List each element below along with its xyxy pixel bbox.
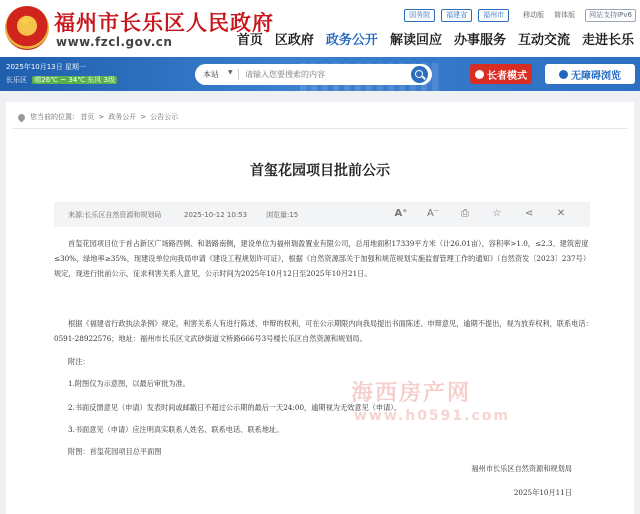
nav-interaction[interactable]: 互动交流 — [517, 33, 570, 48]
watermark-url: www.h0591.com — [354, 408, 510, 424]
article-time: 2025-10-12 10:53 — [184, 211, 248, 219]
note-2: 2.书面反馈意见（申请）发表时间或邮戳日不超过公示期的最后一天24:00，逾期视为无效意见（申请）。 — [68, 403, 402, 412]
nav-about-changle[interactable]: 走进长乐 — [581, 33, 634, 48]
print-icon[interactable]: ⎙ — [461, 208, 469, 219]
share-icon[interactable]: ⋖ — [524, 208, 534, 219]
search-scope-select[interactable]: 本站 — [203, 70, 219, 79]
link-state-council[interactable]: 国务院 — [404, 9, 435, 22]
note-1: 1.附图仅为示意图，以最后审批为准。 — [68, 379, 190, 388]
search-bar — [195, 64, 432, 85]
paragraph-2: 根据《福建省行政执法条例》规定，利害关系人有进行陈述、申辩的权利，可在公示期限内向我局提出书面陈述、申辩意见，逾期不提出，视为放弃权利，联系电话：0591-28922576；地址：福州市长乐区文武砂街道文桥路666号3号楼长乐区自然资源和规划局。 — [54, 319, 593, 343]
top-links — [404, 9, 636, 22]
elder-mode-label: 长者模式 — [487, 70, 527, 82]
elder-mode-button[interactable] — [470, 64, 532, 84]
district-name: 长乐区 — [6, 76, 27, 84]
divider — [12, 128, 628, 129]
breadcrumb-separator: > — [98, 113, 105, 121]
breadcrumb-announcements[interactable]: 公告公示 — [150, 113, 179, 121]
chevron-down-icon[interactable]: ▼ — [228, 69, 233, 76]
watermark-text: 海西房产网 — [351, 381, 472, 406]
note-3: 3.书面意见（申请）应注明真实联系人姓名、联系电话、联系地址。 — [68, 425, 284, 434]
nav-interpretation[interactable]: 解读回应 — [389, 33, 442, 48]
main-nav — [225, 33, 634, 49]
article-source: 来源:长乐区自然资源和规划局 — [68, 211, 162, 219]
close-icon[interactable]: ✕ — [556, 208, 566, 219]
nav-district-gov[interactable]: 区政府 — [274, 33, 314, 48]
national-emblem-icon: ★ — [5, 6, 49, 50]
article-title: 首玺花园项目批前公示 — [250, 163, 390, 179]
nav-services[interactable]: 办事服务 — [453, 33, 506, 48]
nav-home[interactable]: 首页 — [236, 33, 263, 48]
breadcrumb — [18, 112, 178, 122]
banner — [0, 57, 640, 91]
accessibility-label: 无障碍浏览 — [571, 70, 621, 82]
location-pin-icon — [17, 112, 27, 122]
signature-date: 2025年10月11日 — [513, 488, 572, 497]
weather-text: 晴26℃ ~ 34℃ 东风 3级 — [34, 76, 115, 84]
accessibility-icon — [559, 70, 568, 79]
simplified-chinese-link[interactable]: 简体版 — [554, 11, 576, 19]
weather-info — [6, 75, 117, 85]
search-icon[interactable] — [411, 66, 428, 83]
site-header — [0, 0, 640, 57]
article-views: 浏览量:15 — [266, 211, 299, 219]
nav-gov-affairs[interactable]: 政务公开 — [325, 33, 378, 48]
site-url: www.fzcl.gov.cn — [56, 35, 173, 49]
breadcrumb-label: 您当前的位置: — [30, 113, 75, 121]
search-input[interactable] — [245, 67, 405, 82]
breadcrumb-separator: > — [140, 113, 147, 121]
ipv6-badge: 网站支持IPv6 — [585, 9, 636, 22]
link-fujian[interactable]: 福建省 — [441, 9, 472, 22]
article-card — [6, 102, 634, 514]
font-larger-icon[interactable]: A⁺ — [394, 208, 408, 219]
signature-org: 福州市长乐区自然资源和规划局 — [471, 464, 572, 473]
note-heading: 附注： — [68, 357, 90, 366]
font-smaller-icon[interactable]: A⁻ — [426, 208, 440, 219]
paragraph-1: 首玺花园项目位于首占新区广场路西侧、和谐路南侧，建设单位为福州瑞盈置业有限公司，总用地面积17339平方米（计26.01亩），容积率>1.0，≤2.3、建筑密度≤30%、绿地率≥35%，现建设单位向我局申请《建设工程规划许可证》，根据《自然资源部关于加强和规范规划实施监督管理工作的通知》（自然资发〔2023〕237号）规定，现进行批前公示，征求利害关系人意见，公示时间为2025年10月12日至2025年10月21日。 — [54, 239, 591, 278]
attachment-caption[interactable]: 附图：首玺花园项目总平面图 — [68, 447, 162, 456]
mobile-version-link[interactable]: 移动版 — [523, 11, 545, 19]
link-fuzhou[interactable]: 福州市 — [478, 9, 509, 22]
article-meta-bar — [54, 202, 590, 227]
search-divider — [238, 69, 239, 80]
site-title[interactable]: 福州市长乐区人民政府 — [54, 10, 274, 35]
accessibility-button[interactable] — [545, 64, 635, 84]
breadcrumb-gov-affairs[interactable]: 政务公开 — [108, 113, 137, 121]
elder-icon — [475, 70, 484, 79]
breadcrumb-home[interactable]: 首页 — [80, 113, 95, 121]
current-date: 2025年10月13日 星期一 — [6, 63, 86, 71]
favorite-icon[interactable]: ☆ — [492, 208, 502, 219]
